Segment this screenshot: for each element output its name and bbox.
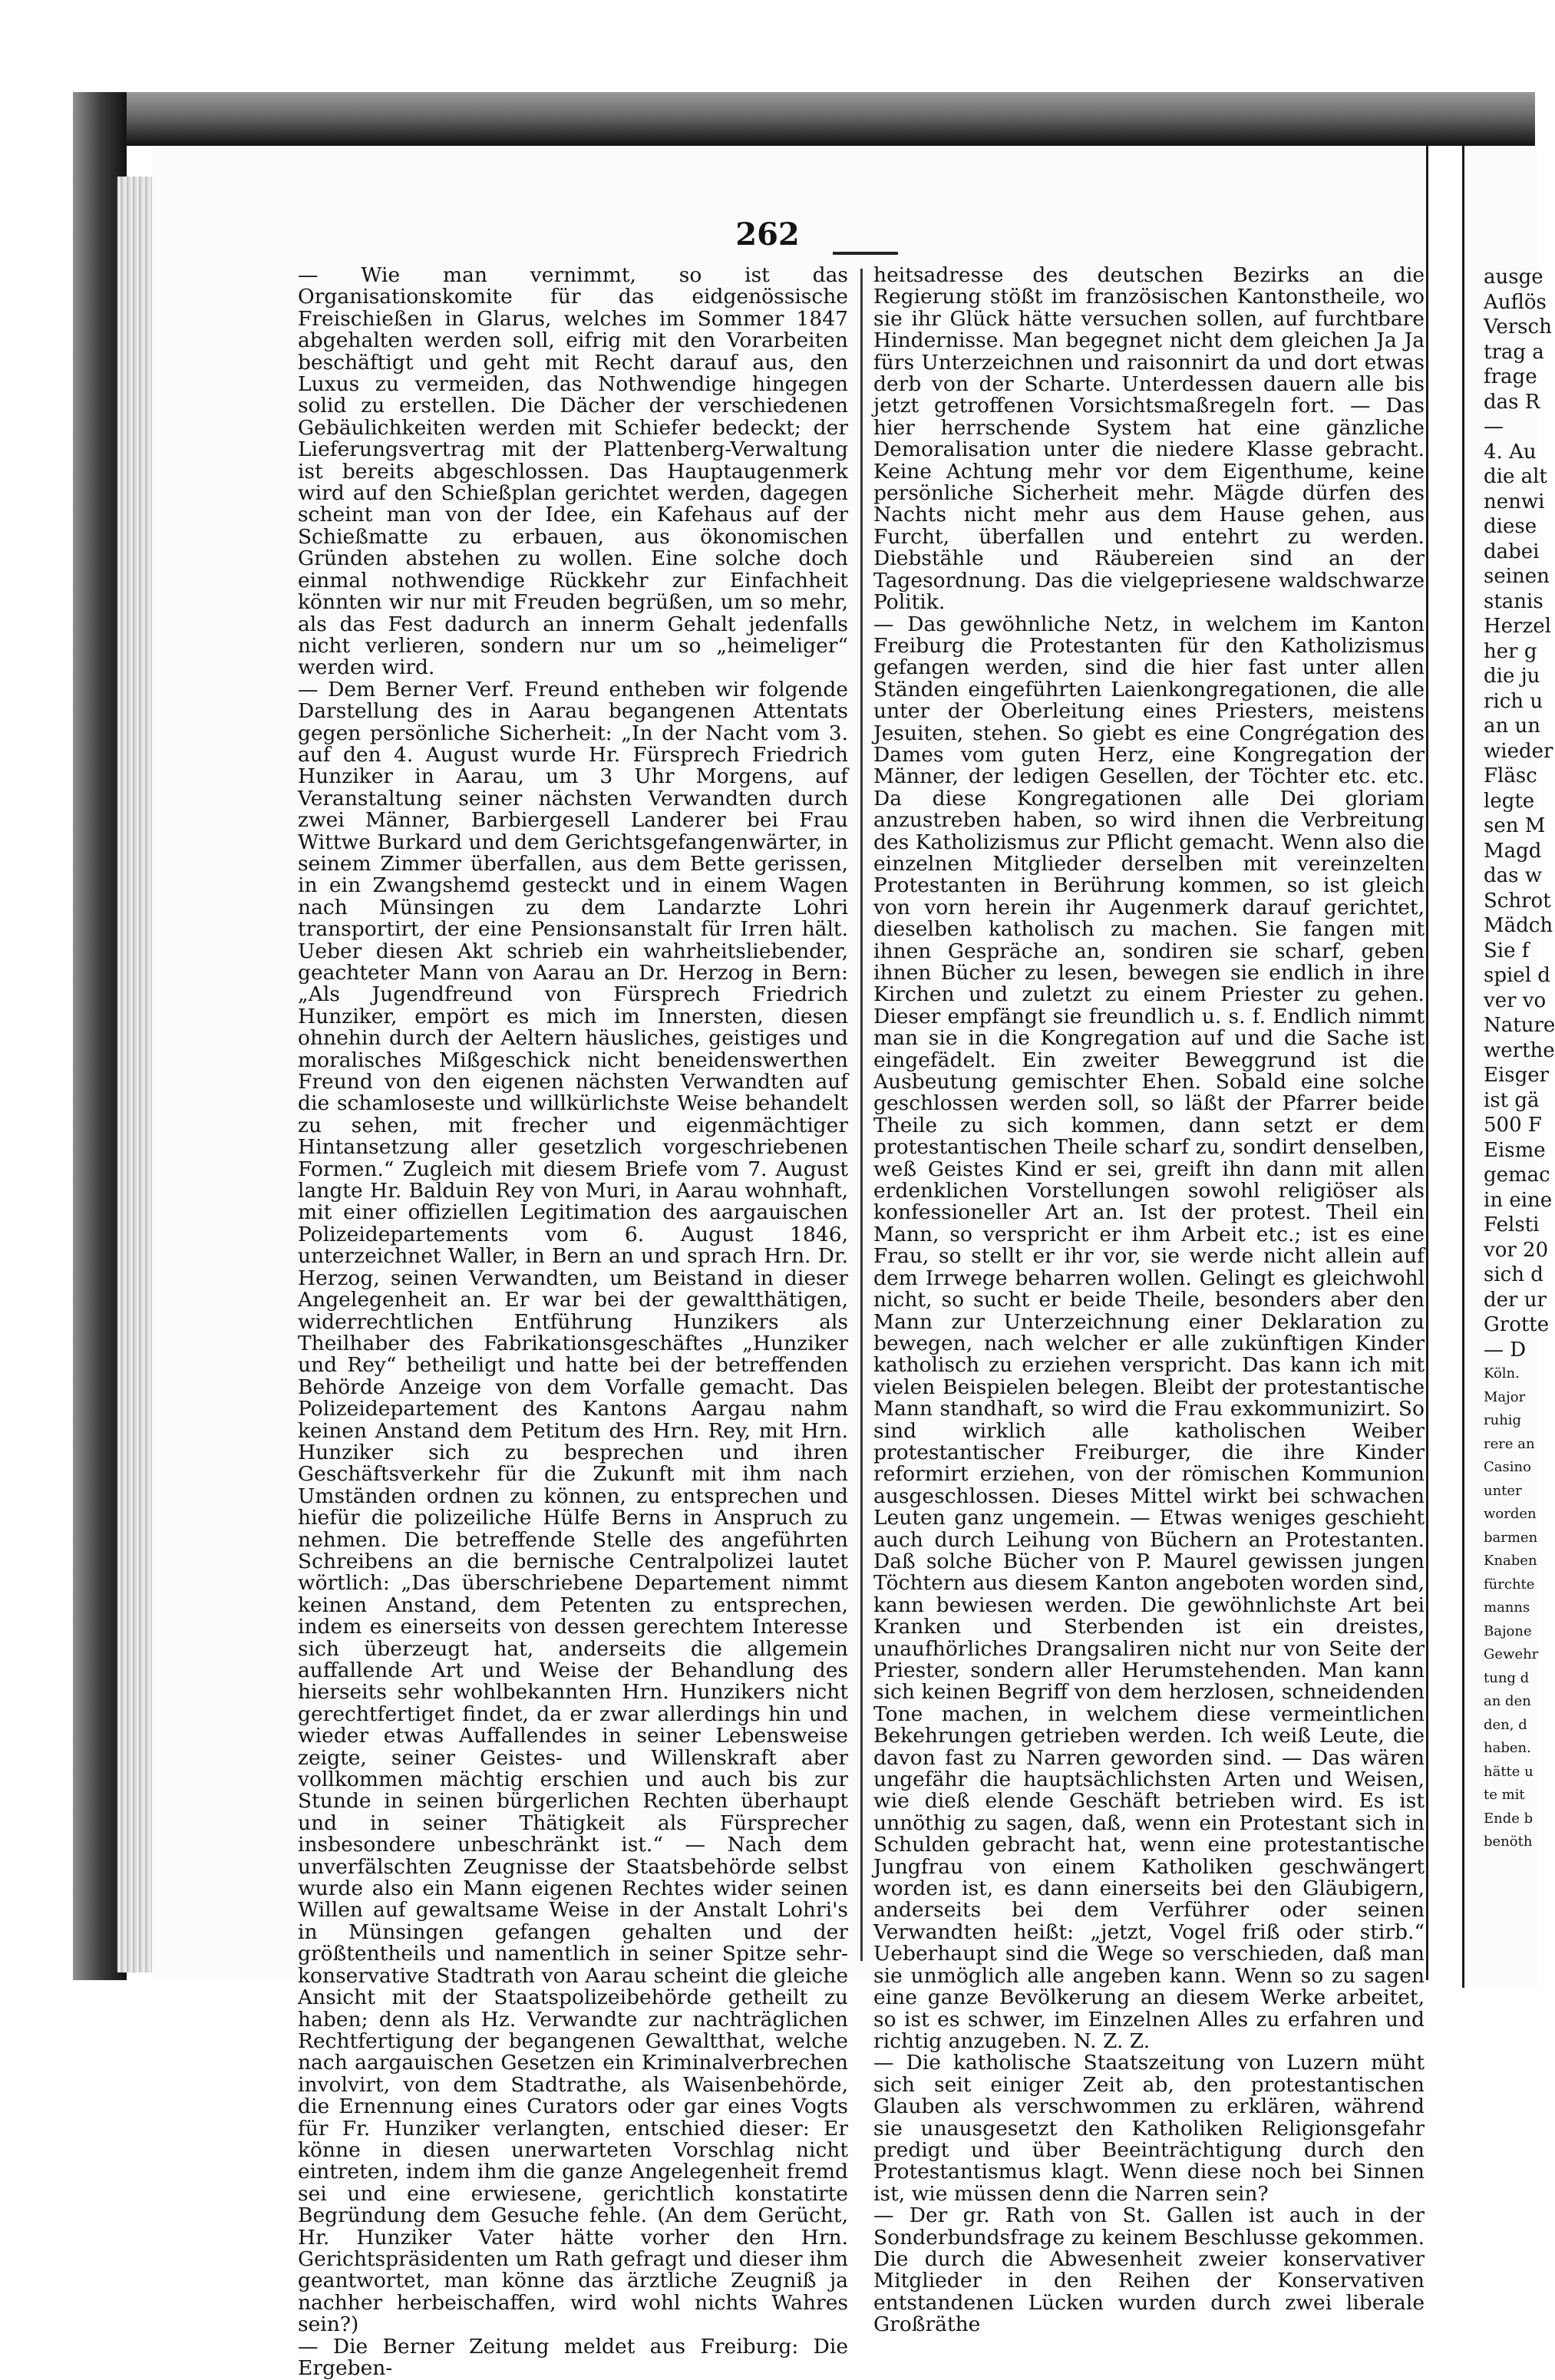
edge-fragment: unter — [1484, 1482, 1522, 1499]
edge-fragment: an un — [1484, 715, 1541, 738]
edge-fragment: das w — [1484, 864, 1543, 887]
next-page-fragments — [1484, 265, 1555, 1854]
article-glarus-freischiessen: — Wie man vernimmt, so ist das Organisationskomite für das eidgenössische Freischießen in Glarus, welches im Sommer 1847 abgehalten werden soll, eifrig mit den Vorarbeiten beschäftigt und geht mit Recht darauf aus, den Luxus zu vermeiden, das Nothwendige hingegen solid zu erstellen. Die Dächer der verschiedenen Gebäulichkeiten werden mit Schiefer bedeckt; der Lieferungsvertrag mit der Plattenberg-Verwaltung ist bereits abgeschlossen. Das Hauptaugenmerk wird auf den Schießplan gerichtet werden, dagegen scheint man von der Idee, ein Kafehaus auf der Schießmatte zu erbauen, aus ökonomischen Gründen abstehen zu wollen. Eine solche doch einmal nothwendige Rückkehr zur Einfachheit könnten wir nur mit Freuden begrüßen, um so mehr, als das Fest dadurch an innerm Gehalt jedenfalls nicht verlieren, sondern nur um so „heimeliger“ werden wird. — [298, 263, 848, 680]
scan-shadow-top — [73, 92, 1535, 146]
edge-fragment: Gewehr — [1484, 1646, 1539, 1662]
edge-fragment: Sie f — [1484, 939, 1530, 962]
edge-fragment: her g — [1484, 639, 1537, 663]
edge-fragment: an den — [1484, 1693, 1531, 1709]
edge-fragment: Versch — [1484, 315, 1552, 338]
edge-fragment: den, d — [1484, 1716, 1527, 1733]
edge-fragment: benöth — [1484, 1834, 1533, 1850]
edge-fragment: trag a — [1484, 340, 1544, 364]
edge-fragment: Magd — [1484, 839, 1542, 863]
edge-fragment: frage — [1484, 365, 1537, 388]
edge-fragment: haben. — [1484, 1740, 1531, 1756]
edge-fragment: 500 F — [1484, 1114, 1542, 1137]
edge-fragment: rich u — [1484, 689, 1543, 713]
edge-fragment: ruhig — [1484, 1412, 1522, 1428]
edge-fragment: Major — [1484, 1388, 1526, 1405]
edge-fragment: gemac — [1484, 1164, 1550, 1187]
text-column-right — [873, 265, 1425, 2336]
edge-fragment: tung d — [1484, 1669, 1530, 1686]
edge-fragment: ausge — [1484, 266, 1543, 289]
edge-fragment: sich d — [1484, 1263, 1543, 1286]
edge-fragment: Eisger — [1484, 1064, 1550, 1087]
edge-fragment: hätte u — [1484, 1763, 1534, 1780]
edge-fragment: diese — [1484, 515, 1537, 538]
edge-fragment: — D — [1484, 1338, 1527, 1362]
edge-fragment: der ur — [1484, 1288, 1547, 1312]
edge-fragment: Felsti — [1484, 1213, 1540, 1236]
edge-fragment: Schrot — [1484, 889, 1551, 913]
article-freiburg-continued: heitsadresse des deutschen Bezirks an die Regierung stößt im französischen Kantonstheile, wo sie ihr Glück hätte versuchen sollen, auf furchtbare Hindernisse. Man begegnet nicht dem gleichen Ja Ja fürs Unterzeichnen und raisonnirt da und dort etwas derb von der Scharte. Unterdessen dauern alle bis jetzt getroffenen Vorsichtsmaßregeln fort. — Das hier herrschende System hat eine gänzliche Demoralisation unter die niedere Klasse gebracht. Keine Achtung mehr vor dem Eigenthume, keine persönliche Sicherheit mehr. Mägde dürfen des Nachts nicht mehr aus dem Hause gehen, aus Furcht, überfallen und entehrt zu werden. Diebstähle und Räubereien sind an der Tagesordnung. Das die vielgepriesene waldschwarze Politik. — [873, 263, 1425, 615]
edge-fragment: vor 20 — [1484, 1238, 1549, 1262]
article-aarau-attentat: — Dem Berner Verf. Freund entheben wir folgende Darstellung des in Aarau begangenen Attentats gegen persönliche Sicherheit: „In der Nacht vom 3. auf den 4. August wurde Hr. Fürsprech Friedrich Hunziker in Aarau, um 3 Uhr Morgens, auf Veranstaltung seiner nächsten Verwandten durch zwei Männer, Barbiergesell Landerer bei Frau Wittwe Burkard und dem Gerichtsgefangenwärter, in seinem Zimmer überfallen, aus dem Bette gerissen, in ein Zwangshemd gesteckt und in einem Wagen nach Münsingen zu dem Landarzte Lohri transportirt, der eine Pensionsanstalt für Irren hält. Ueber diesen Akt schrieb ein wahrheitsliebender, geachteter Mann von Aarau an Dr. Herzog in Bern: „Als Jugendfreund von Fürsprech Friedrich Hunziker, empört es mich im Innersten, diesen ohnehin durch der Aeltern häusliches, geistiges und moralisches Mißgeschick nicht beneidenswerthen Freund von den eigenen nächsten Verwandten auf die schamloseste und willkürlichste Weise behandelt zu sehen, mit frecher und eigenmächtiger Hintansetzung aller gesetzlich vorgeschriebenen Formen.“ Zugleich mit diesem Briefe vom 7. August langte Hr. Balduin Rey von Muri, in Aarau wohnhaft, mit einer offiziellen Legitimation des aargauischen Polizeidepartements vom 6. August 1846, unterzeichnet Waller, in Bern an und sprach Hrn. Dr. Herzog, seinen Verwandten, um Beistand in dieser Angelegenheit an. Er war bei der gewaltthätigen, widerrechtlichen Entführung Hunzikers als Theilhaber des Fabrikationsgeschäftes „Hunziker und Rey“ betheiligt und hatte bei der betreffenden Behörde Anzeige von dem Vorfalle gemacht. Das Polizeidepartement des Kantons Aargau nahm keinen Anstand dem Petitum des Hrn. Rey, mit Hrn. Hunziker sich zu besprechen und ihren Geschäftsverkehr für die Zukunft mit ihm nach Umständen ordnen zu können, zu entsprechen und hiefür die polizeiliche Hülfe Berns in Anspruch zu nehmen. Die betreffende Stelle des angeführten Schreibens an die bernische Centralpolizei lautet wörtlich: „Das überschriebene Departement nimmt keinen Anstand, dem Petenten zu entsprechen, indem es einerseits von dessen gerechtem Interesse sich überzeugt hat, anderseits die allgemein auffallende Art und Weise der Behandlung des hierseits sehr wohlbekannten Hrn. Hunzikers nicht gerechtfertiget findet, da er zwar allerdings hin und wieder etwas Auffallendes in seiner Lebensweise zeigte, seiner Geistes- und Willenskraft aber vollkommen mächtig erschien und auch bis zur Stunde in seinen bürgerlichen Rechten überhaupt und in seiner Thätigkeit als Fürsprecher insbesondere unbeschränkt ist.“ — Nach dem unverfälschten Zeugnisse der Staatsbehörde selbst wurde also ein Mann eigenen Rechtes wider seinen Willen auf gewaltsame Weise in der Anstalt Lohri's in Münsingen gefangen gehalten und der größtentheils und namentlich in seiner Spitze sehr-konservative Stadtrath von Aarau scheint die gleiche Ansicht mit der Staatspolizeibehörde getheilt zu haben; denn als Hz. Verwandte zur nachträglichen Rechtfertigung der begangenen Gewaltthat, welche nach aargauischen Gesetzen ein Kriminalverbrechen involvirt, von dem Stadtrathe, als Waisenbehörde, die Ernennung eines Curators oder gar eines Vogts für Fr. Hunziker verlangten, entschied dieser: Er könne in diesen unerwarteten Vorschlag nicht eintreten, indem ihm die ganze Angelegenheit fremd sei und eine erwiesene, gerichtlich konstatirte Begründung dem Gesuche fehle. (An dem Gerücht, Hr. Hunziker Vater hätte vorher den Hrn. Gerichtspräsidenten um Rath gefragt und dieser ihm geantwortet, man könne das ärztliche Zeugniß ja nachher herbeischaffen, wird wohl nichts Wahres sein?) — [298, 677, 848, 2337]
article-freiburg-kongregationen: — Das gewöhnliche Netz, in welchem im Kanton Freiburg die Protestanten für den Katholizismus gefangen werden, sind die hier fast unter allen Ständen eingeführten Laienkongregationen, die alle unter der Oberleitung eines Priesters, meistens Jesuiten, stehen. So giebt es eine Congrégation des Dames vom guten Herz, eine Kongregation der Männer, der ledigen Gesellen, der Töchter etc. etc. Da diese Kongregationen alle Dei gloriam anzustreben haben, so wird ihnen die Verbreitung des Katholizismus zur Pflicht gemacht. Wenn also die einzelnen Mitglieder derselben mit vereinzelten Protestanten in Berührung kommen, so ist gleich von vorn herein ihr Augenmerk darauf gerichtet, dieselben katholisch zu machen. Sie fangen mit ihnen Gespräche an, sondiren sie scharf, geben ihnen Bücher zu lesen, bewegen sie endlich in ihre Kirchen und zuletzt zu einem Priester zu gehen. Dieser empfängt sie freundlich u. s. f. Endlich nimmt man sie in die Kongregation auf und die Sache ist eingefädelt. Ein zweiter Beweggrund ist die Ausbeutung gemischter Ehen. Sobald eine solche geschlossen werden soll, so läßt der Pfarrer beide Theile zu sich kommen, dann setzt er dem protestantischen Theile scharf zu, sondirt denselben, weß Geistes Kind er sei, greift ihn dann mit allen erdenklichen Vorstellungen sowohl religiöser als konfessioneller Art an. Ist der protest. Theil ein Mann, so verspricht er ihm Arbeit etc.; ist es eine Frau, so stellt er ihr vor, sie werde nicht allein auf dem Irrwege beharren wollen. Gelingt es gleichwohl nicht, so sucht er beide Theile, besonders aber den Mann zur Unterzeichnung einer Deklaration zu bewegen, nach welcher er alle zukünftigen Kinder katholisch zu erziehen verspricht. Das kann ich mit vielen Beispielen belegen. Bleibt der protestantische Mann standhaft, so wird die Frau exkommunizirt. So sind wirklich alle katholischen Weiber protestantischer Freiburger, die ihre Kinder reformirt erziehen, von der römischen Kommunion ausgeschlossen. Dieses Mittel wirkt bei schwachen Leuten ganz ungemein. — Etwas weniges geschieht auch durch Leihung von Büchern an Protestanten. Daß solche Bücher von P. Maurel gewissen jungen Töchtern aus diesem Kanton angeboten worden sind, kann bewiesen werden. Die gewöhnlichste Art bei Kranken und Sterbenden ist ein dreistes, unaufhörliches Drangsaliren nicht nur von Seite der Priester, sondern aller Herumstehenden. Man kann sich keinen Begriff von dem herzlosen, schneidenden Tone machen, in welchem diese vermeintlichen Bekehrungen getrieben werden. Ich weiß Leute, die davon fast zu Narren geworden sind. — Das wären ungefähr die hauptsächlichsten Arten und Weisen, wie dieß elende Geschäft betrieben wird. Es ist unnöthig zu sagen, daß, wenn ein Protestant sich in Schulden gebracht hat, wenn eine protestantische Jungfrau von einem Katholiken geschwängert worden ist, es dann einerseits bei den Gläubigern, anderseits bei dem Verführer oder seinen Verwandten heißt: „jetzt, Vogel friß oder stirb.“ Ueberhaupt sind die Wege so verschieden, daß man sie unmöglich alle angeben kann. Wenn so zu sagen eine ganze Bevölkerung an diesem Werke arbeitet, so ist es schwer, im Einzelnen Alles zu erfahren und richtig anzugeben. N. Z. Z. — [873, 612, 1425, 2053]
edge-fragment: Auflös — [1484, 290, 1547, 314]
edge-fragment: 4. Au — [1484, 440, 1537, 464]
edge-fragment: stanis — [1484, 589, 1543, 613]
edge-fragment: die ju — [1484, 665, 1540, 688]
article-luzern-staatszeitung: — Die katholische Staatszeitung von Luzern müht sich seit einiger Zeit ab, den protestantischen Glauben als verschwommen zu erklären, während sie unausgesetzt den Katholiken Religionsgefahr predigt und über Beeinträchtigung durch den Protestantismus klagt. Wenn diese noch bei Sinnen ist, wie müssen denn die Narren sein? — [873, 2051, 1425, 2206]
edge-fragment: Grotte — [1484, 1313, 1550, 1336]
edge-fragment: worden — [1484, 1506, 1537, 1522]
column-divider — [860, 269, 863, 1961]
edge-fragment: — — [1484, 415, 1504, 438]
edge-fragment: Köln. — [1484, 1365, 1520, 1381]
text-column-left — [298, 265, 848, 2379]
page-number-rule — [833, 252, 898, 255]
edge-fragment: wieder — [1484, 739, 1553, 763]
edge-fragment: Mädch — [1484, 914, 1553, 937]
edge-fragment: sen M — [1484, 814, 1546, 837]
page-number: 262 — [735, 216, 800, 253]
edge-fragment: Nature — [1484, 1014, 1555, 1037]
edge-fragment: Fläsc — [1484, 764, 1537, 787]
article-st-gallen-grosser-rath: — Der gr. Rath von St. Gallen ist auch in der Sonderbundsfrage zu keinem Beschlusse gekommen. Die durch die Abwesenheit zweier konservativer Mitglieder in den Reihen der Konservativen entstandenen Lücken wurden durch zwei liberale Großräthe — [873, 2203, 1425, 2337]
edge-fragment: rere an — [1484, 1435, 1535, 1452]
edge-fragment: legte — [1484, 789, 1535, 813]
edge-fragment: seinen — [1484, 565, 1550, 588]
book-page-edges — [115, 177, 154, 1972]
edge-fragment: in eine — [1484, 1188, 1553, 1212]
edge-fragment: Bajone — [1484, 1622, 1532, 1639]
article-berner-zeitung-freiburg: — Die Berner Zeitung meldet aus Freiburg: Die Ergeben- — [298, 2334, 848, 2380]
edge-fragment: Herzel — [1484, 615, 1551, 638]
edge-fragment: die alt — [1484, 465, 1547, 488]
edge-fragment: Knaben — [1484, 1553, 1537, 1569]
edge-fragment: te mit — [1484, 1787, 1525, 1803]
edge-fragment: ver vo — [1484, 989, 1547, 1012]
edge-fragment: ist gä — [1484, 1088, 1540, 1112]
edge-fragment: dabei — [1484, 540, 1540, 563]
edge-fragment: Eisme — [1484, 1138, 1546, 1162]
edge-fragment: spiel d — [1484, 964, 1550, 987]
edge-fragment: Ende b — [1484, 1810, 1534, 1827]
edge-fragment: barmen — [1484, 1529, 1538, 1546]
edge-fragment: manns — [1484, 1599, 1530, 1616]
edge-fragment: Casino — [1484, 1459, 1531, 1475]
edge-fragment: das R — [1484, 390, 1540, 414]
edge-fragment: nenwi — [1484, 490, 1545, 513]
edge-fragment: werthe — [1484, 1038, 1555, 1062]
edge-fragment: fürchte — [1484, 1576, 1535, 1593]
